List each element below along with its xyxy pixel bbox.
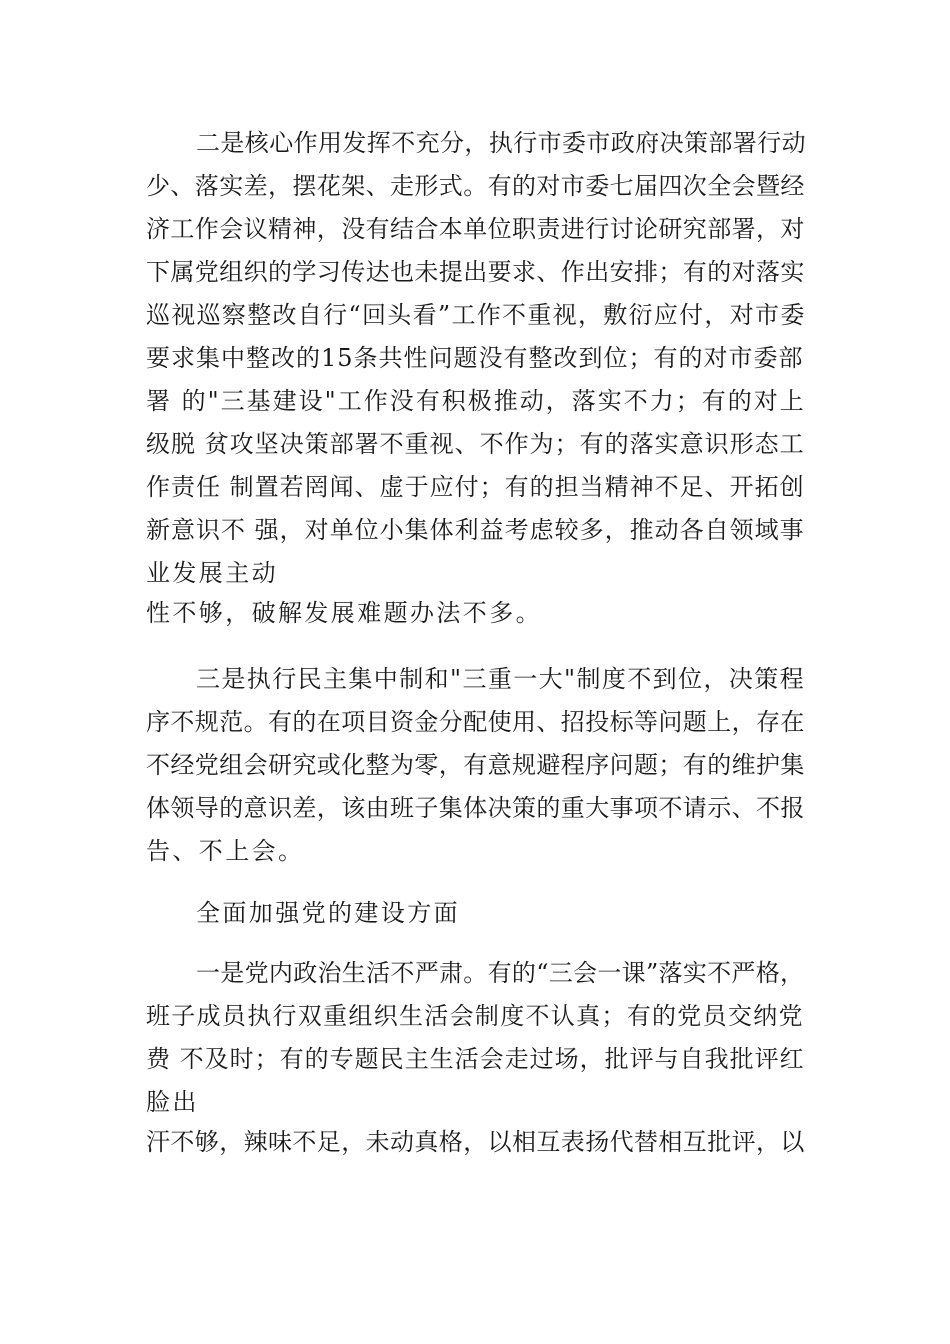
- paragraph-1-line-4: 下属党组织的学习传达也未提出要求、作出安排；有的对落实: [146, 258, 805, 286]
- paragraph-1-line-10: 新意识不 强，对单位小集体利益考虑较多，推动各自领域事: [146, 516, 805, 544]
- paragraph-1-line-12: 性不够，破解发展难题办法不多。: [146, 599, 542, 627]
- paragraph-1-line-7: 署 的"三基建设"工作没有积极推动，落实不力；有的对上: [146, 387, 806, 415]
- section-heading: 全面加强党的建设方面: [196, 899, 460, 927]
- paragraph-3-line-4: 脸出: [146, 1088, 199, 1116]
- paragraph-1-line-9: 作责任 制置若罔闻、虚于应付；有的担当精神不足、开拓创: [146, 473, 805, 501]
- paragraph-1-line-6: 要求集中整改的15条共性问题没有整改到位；有的对市委部: [146, 344, 804, 372]
- paragraph-3-line-5: 汗不够，辣味不足，未动真格，以相互表扬代替相互批评，以: [146, 1128, 805, 1156]
- paragraph-3-line-1: 一是党内政治生活不严肃。有的“三会一课”落实不严格，: [196, 959, 805, 987]
- paragraph-3-line-2: 班子成员执行双重组织生活会制度不认真；有的党员交纳党: [146, 1002, 804, 1030]
- paragraph-2-line-5: 告、不上会。: [146, 837, 305, 865]
- paragraph-1-line-2: 少、落实差，摆花架、走形式。有的对市委七届四次全会暨经: [146, 172, 805, 200]
- paragraph-1-line-11: 业发展主动: [146, 559, 278, 587]
- paragraph-2-line-2: 序不规范。有的在项目资金分配使用、招投标等问题上，存在: [146, 708, 805, 736]
- paragraph-2-line-4: 体领导的意识差，该由班子集体决策的重大事项不请示、不报: [146, 794, 805, 822]
- paragraph-1-line-5: 巡视巡察整改自行“回头看”工作不重视，敷衍应付，对市委: [146, 301, 806, 329]
- paragraph-1-line-1: 二是核心作用发挥不充分，执行市委市政府决策部署行动: [196, 129, 806, 157]
- paragraph-1-line-8: 级脱 贫攻坚决策部署不重视、不作为；有的落实意识形态工: [146, 430, 805, 458]
- paragraph-2-line-1: 三是执行民主集中制和"三重一大"制度不到位，决策程: [196, 665, 806, 693]
- paragraph-2-line-3: 不经党组会研究或化整为零，有意规避程序问题；有的维护集: [146, 751, 805, 779]
- paragraph-1-line-3: 济工作会议精神，没有结合本单位职责进行讨论研究部署，对: [146, 215, 805, 243]
- paragraph-3-line-3: 费 不及时；有的专题民主生活会走过场，批评与自我批评红: [146, 1045, 805, 1073]
